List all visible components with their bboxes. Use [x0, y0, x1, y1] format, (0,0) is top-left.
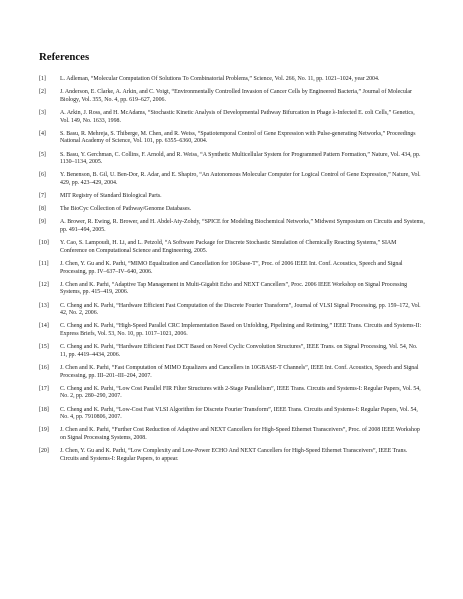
reference-number: [19]	[39, 427, 49, 434]
reference-entry-18	[39, 407, 425, 422]
reference-text: Y. Cao, S. Lampoudi, H. Li, and L. Petzold, “A Software Package for Discrete Stochastic Simulation of Chemically Reacting Systems,” SIAM Conference on Computational Science and Engineering, 2005.	[60, 240, 397, 254]
reference-text: S. Basu, Y. Gerchman, C. Collins, F. Arnold, and R. Weiss, “A Synthetic Multicellular System for Programmed Pattern Formation,” Nature, Vol. 434, pp. 1130–1134, 2005.	[60, 151, 421, 166]
reference-text: A. Arkin, J. Ross, and H. McAdams, “Stochastic Kinetic Analysis of Developmental Pathway Bifurcation in Phage λ-Infected E. coli Cells,” Genetics, Vol. 149, No. 1633, 1998.	[60, 109, 415, 124]
reference-entry-16	[39, 365, 425, 380]
reference-entry-3	[39, 110, 425, 125]
reference-entry-17	[39, 386, 425, 401]
reference-number: [2]	[39, 89, 46, 96]
reference-number: [4]	[39, 130, 46, 137]
reference-number: [10]	[39, 240, 49, 247]
reference-entry-2	[39, 89, 425, 104]
reference-number: [15]	[39, 344, 49, 351]
reference-entry-6	[39, 172, 425, 187]
reference-text: J. Chen, Y. Gu and K. Parhi, “MIMO Equalization and Cancellation for 10Gbase-T”, Proc. of 2006 IEEE Int. Conf. Acoustics, Speech and Signal Processing, pp. IV–637–IV–640, 2006.	[60, 261, 403, 275]
reference-text: C. Cheng and K. Parhi, “Hardware Efficient Fast Computation of the Discrete Fourier Transform”, Journal of VLSI Signal Processing, pp. 159–172, Vol. 42, No. 2, 2006.	[60, 302, 421, 317]
reference-entry-1	[39, 76, 425, 84]
reference-number: [12]	[39, 281, 49, 288]
reference-text: A. Brower, R. Ewing, R. Brower, and H. Abdel-Aty-Zohdy, “SPICE for Modeling Biochemical Networks,” Midwest Symposium on Circuits and Systems, pp. 491–494, 2005.	[60, 219, 425, 234]
reference-number: [8]	[39, 206, 46, 213]
reference-entry-7	[39, 193, 425, 201]
reference-list	[39, 76, 425, 469]
reference-text: C. Cheng and K. Parhi, “High-Speed Parallel CRC Implementation Based on Unfolding, Pipelining and Retiming,” IEEE Trans. Circuits and Systems-II: Express Briefs, Vol. 53, No. 10, pp. 1017–1021, 2006.	[60, 323, 422, 337]
reference-number: [14]	[39, 323, 49, 330]
reference-text: J. Anderson, E. Clarke, A. Arkin, and C. Voigt, “Environmentally Controlled Invasion of Cancer Cells by Engineered Bacteria,” Journal of Molecular Biology, Vol. 355, No. 4, pp. 619–627, 2006.	[60, 89, 412, 103]
reference-entry-4	[39, 131, 425, 146]
reference-text: J. Chen and K. Parhi, “Fast Computation of MIMO Equalizers and Cancellers in 10GBASE-T Channels”, IEEE Int. Conf. Acoustics, Speech and Signal Processing, pp. III–201–III–204, 2007.	[60, 364, 419, 379]
reference-entry-9	[39, 219, 425, 234]
reference-text: The BioCyc Collection of Pathway/Genome Databases.	[60, 206, 192, 213]
reference-text: J. Chen and K. Parhi, “Adaptive Tap Management in Multi-Gigabit Echo and NEXT Cancellers”, Proc. 2006 IEEE Workshop on Signal Processing Systems, pp. 415–419, 2006.	[60, 281, 408, 296]
reference-entry-5	[39, 152, 425, 167]
reference-entry-11	[39, 261, 425, 276]
reference-entry-10	[39, 240, 425, 255]
reference-number: [3]	[39, 109, 46, 116]
reference-number: [20]	[39, 448, 49, 455]
reference-entry-15	[39, 344, 425, 359]
reference-number: [1]	[39, 76, 46, 82]
reference-entry-13	[39, 303, 425, 318]
reference-text: S. Basu, R. Mehreja, S. Thiberge, M. Chen, and R. Weiss, “Spatiotemporal Control of Gene Expression with Pulse-generating Networks,” Proceedings National Academy of Science, Vol. 101, pp. 6355–6360, 2004.	[60, 130, 416, 145]
reference-number: [17]	[39, 385, 49, 392]
reference-entry-12	[39, 282, 425, 297]
reference-text: J. Chen, Y. Gu and K. Parhi, “Low Complexity and Low-Power ECHO And NEXT Cancellers for High-Speed Ethernet Transceivers”, IEEE Trans. Circuits and Systems-I: Regular Papers, to appear.	[60, 448, 408, 462]
reference-number: [6]	[39, 172, 46, 179]
reference-number: [18]	[39, 406, 49, 413]
reference-entry-8	[39, 206, 425, 214]
reference-text: Y. Benenson, B. Gil, U. Ben-Dor, R. Adar, and E. Shapiro, “An Autonomous Molecular Computer for Logical Control of Gene Expression,” Nature, Vol. 429, pp. 423–429, 2004.	[60, 172, 421, 186]
reference-text: L. Adleman, “Molecular Computation Of Solutions To Combinatorial Problems,” Science, Vol. 266, No. 11, pp. 1021–1024, year 2004.	[60, 76, 380, 82]
reference-number: [11]	[39, 261, 49, 268]
reference-number: [7]	[39, 193, 46, 200]
reference-text: J. Chen and K. Parhi, “Further Cost Reduction of Adaptive and NEXT Cancellers for High-Speed Ethernet Transceivers”, Proc. of 2008 IEEE Workshop on Signal Processing Systems, 2008.	[60, 427, 420, 441]
reference-number: [16]	[39, 364, 49, 371]
reference-text: C. Cheng and K. Parhi, “Low-Cost Fast VLSI Algorithm for Discrete Fourier Transform”, IEEE Trans. Circuits and Systems-I: Regular Papers, Vol. 54, No. 4, pp. 7910806, 2007.	[60, 406, 418, 421]
reference-text: MIT Registry of Standard Biological Parts.	[60, 193, 162, 200]
reference-entry-14	[39, 323, 425, 338]
references-heading: References	[39, 51, 90, 63]
reference-text: C. Cheng and K. Parhi, “Hardware Efficient Fast DCT Based on Novel Cyclic Convolution Structures”, IEEE Trans. on Signal Processing, Vol. 54, No. 11, pp. 4419–4434, 2006.	[60, 344, 418, 358]
reference-number: [9]	[39, 219, 46, 226]
reference-entry-20	[39, 448, 425, 463]
reference-entry-19	[39, 427, 425, 442]
reference-number: [5]	[39, 151, 46, 158]
reference-text: C. Cheng and K. Parhi, “Low Cost Parallel FIR Filter Structures with 2-Stage Parallelism”, IEEE Trans. Circuits and Systems-I: Regular Papers, Vol. 54, No. 2, pp. 280–290, 2007.	[60, 385, 421, 400]
reference-number: [13]	[39, 302, 49, 309]
